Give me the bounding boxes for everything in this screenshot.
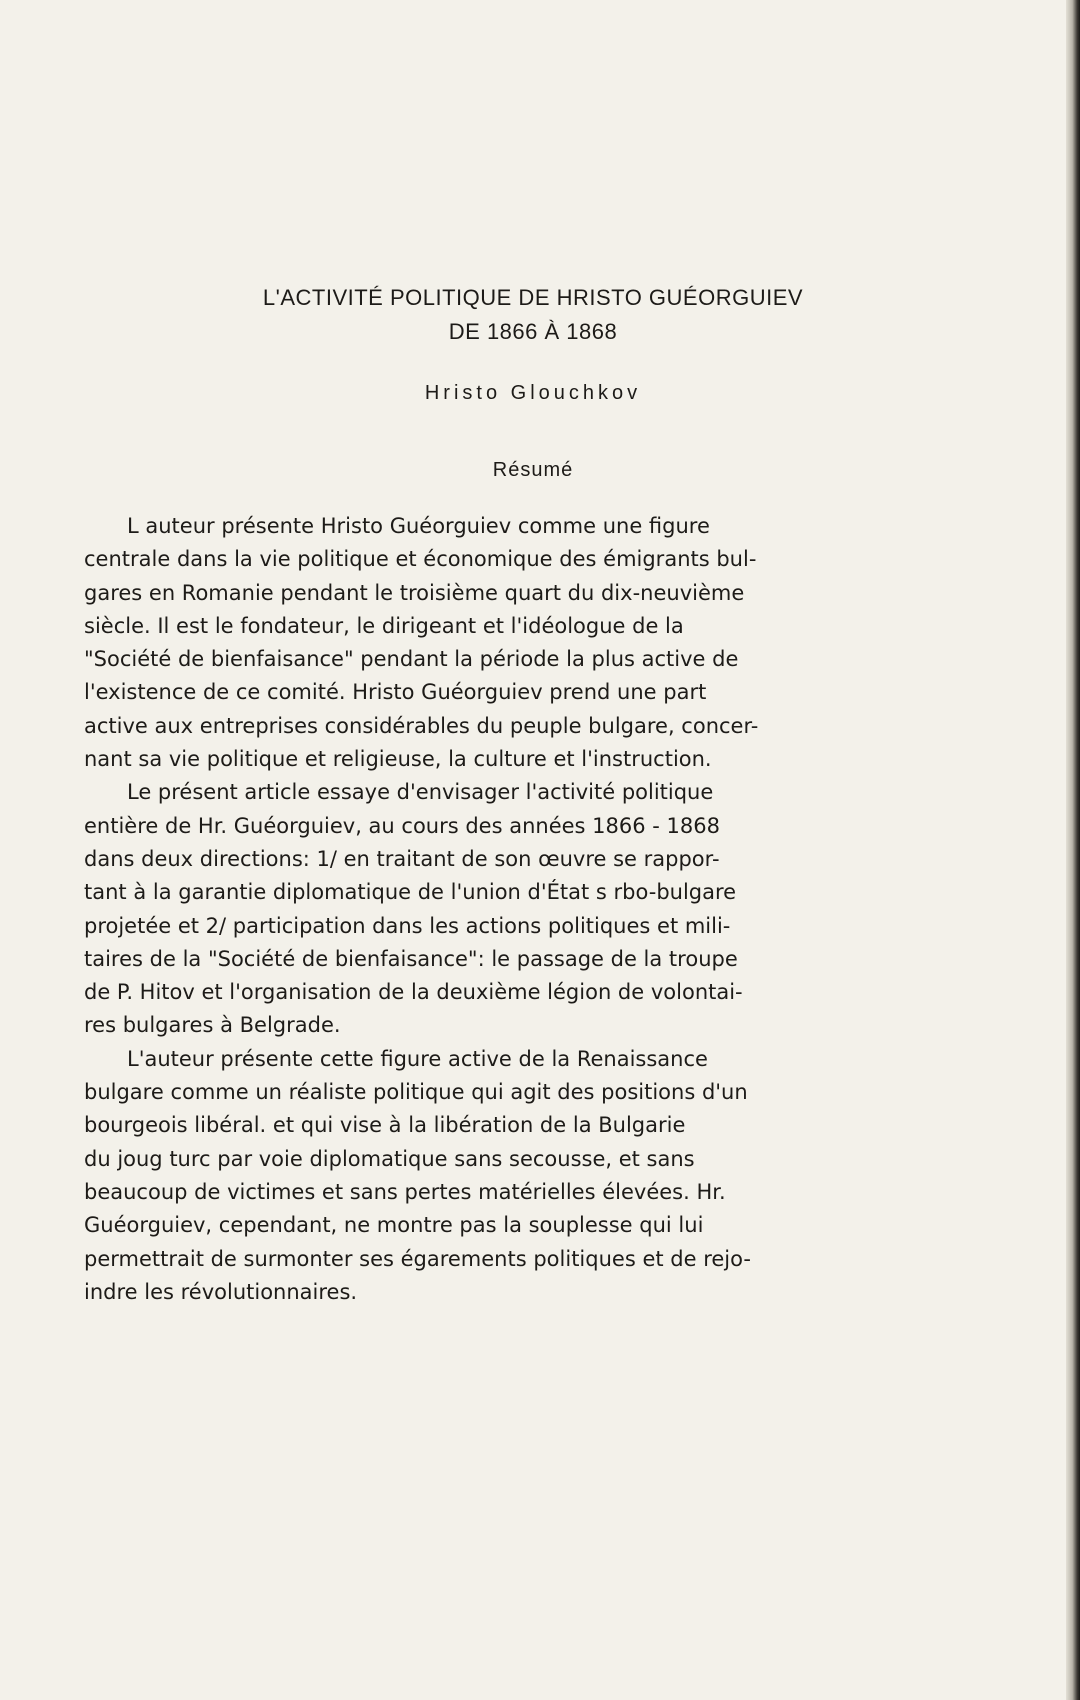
text-line: "Société de bienfaisance" pendant la période la plus active de — [84, 647, 739, 672]
text-line: beaucoup de victimes et sans pertes matérielles élevées. Hr. — [84, 1179, 726, 1204]
text-line: l'existence de ce comité. Hristo Guéorguiev prend une part — [84, 680, 707, 705]
page-binding-edge — [1066, 0, 1080, 1700]
section-heading: Résumé — [492, 459, 574, 481]
author-name: Hristo Glouchkov — [424, 382, 642, 404]
text-line: bulgare comme un réaliste politique qui agit des positions d'un — [84, 1080, 748, 1105]
paragraph-3 — [84, 1043, 1004, 1309]
text-line: gares en Romanie pendant le troisième quart du dix-neuvième — [84, 580, 745, 605]
text-line: taires de la "Société de bienfaisance": le passage de la troupe — [84, 946, 738, 971]
text-line: active aux entreprises considérables du peuple bulgare, concer- — [84, 713, 759, 738]
text-line: nant sa vie politique et religieuse, la culture et l'instruction. — [84, 747, 712, 772]
title-line-1: L'ACTIVITÉ POLITIQUE DE HRISTO GUÉORGUIEV — [262, 285, 804, 310]
article-title — [0, 281, 1066, 349]
text-line: siècle. Il est le fondateur, le dirigeant et l'idéologue de la — [84, 613, 684, 638]
text-line: tant à la garantie diplomatique de l'union d'État s rbo-bulgare — [84, 880, 737, 905]
text-line: Le présent article essaye d'envisager l'activité politique — [127, 780, 714, 805]
title-line-2: DE 1866 À 1868 — [448, 319, 618, 344]
text-line: entière de Hr. Guéorguiev, au cours des années 1866 - 1868 — [84, 813, 720, 838]
text-line: de P. Hitov et l'organisation de la deuxième légion de volontai- — [84, 980, 743, 1005]
text-line: bourgeois libéral. et qui vise à la libération de la Bulgarie — [84, 1113, 686, 1138]
text-line: Guéorguiev, cependant, ne montre pas la souplesse qui lui — [84, 1213, 704, 1238]
paragraph-2 — [84, 776, 1004, 1042]
text-line: L auteur présente Hristo Guéorguiev comme une figure — [127, 514, 710, 538]
text-line: indre les révolutionnaires. — [84, 1279, 358, 1304]
text-line: L'auteur présente cette figure active de la Renaissance — [127, 1046, 708, 1071]
text-line: du joug turc par voie diplomatique sans secousse, et sans — [84, 1146, 695, 1171]
text-line: res bulgares à Belgrade. — [84, 1013, 341, 1038]
abstract-body — [84, 510, 1004, 1309]
text-line: dans deux directions: 1/ en traitant de son œuvre se rappor- — [84, 846, 720, 871]
paragraph-1 — [84, 510, 1004, 776]
text-line: centrale dans la vie politique et économique des émigrants bul- — [84, 547, 757, 572]
text-line: projetée et 2/ participation dans les actions politiques et mili- — [84, 913, 731, 938]
text-line: permettrait de surmonter ses égarements politiques et de rejo- — [84, 1246, 751, 1271]
